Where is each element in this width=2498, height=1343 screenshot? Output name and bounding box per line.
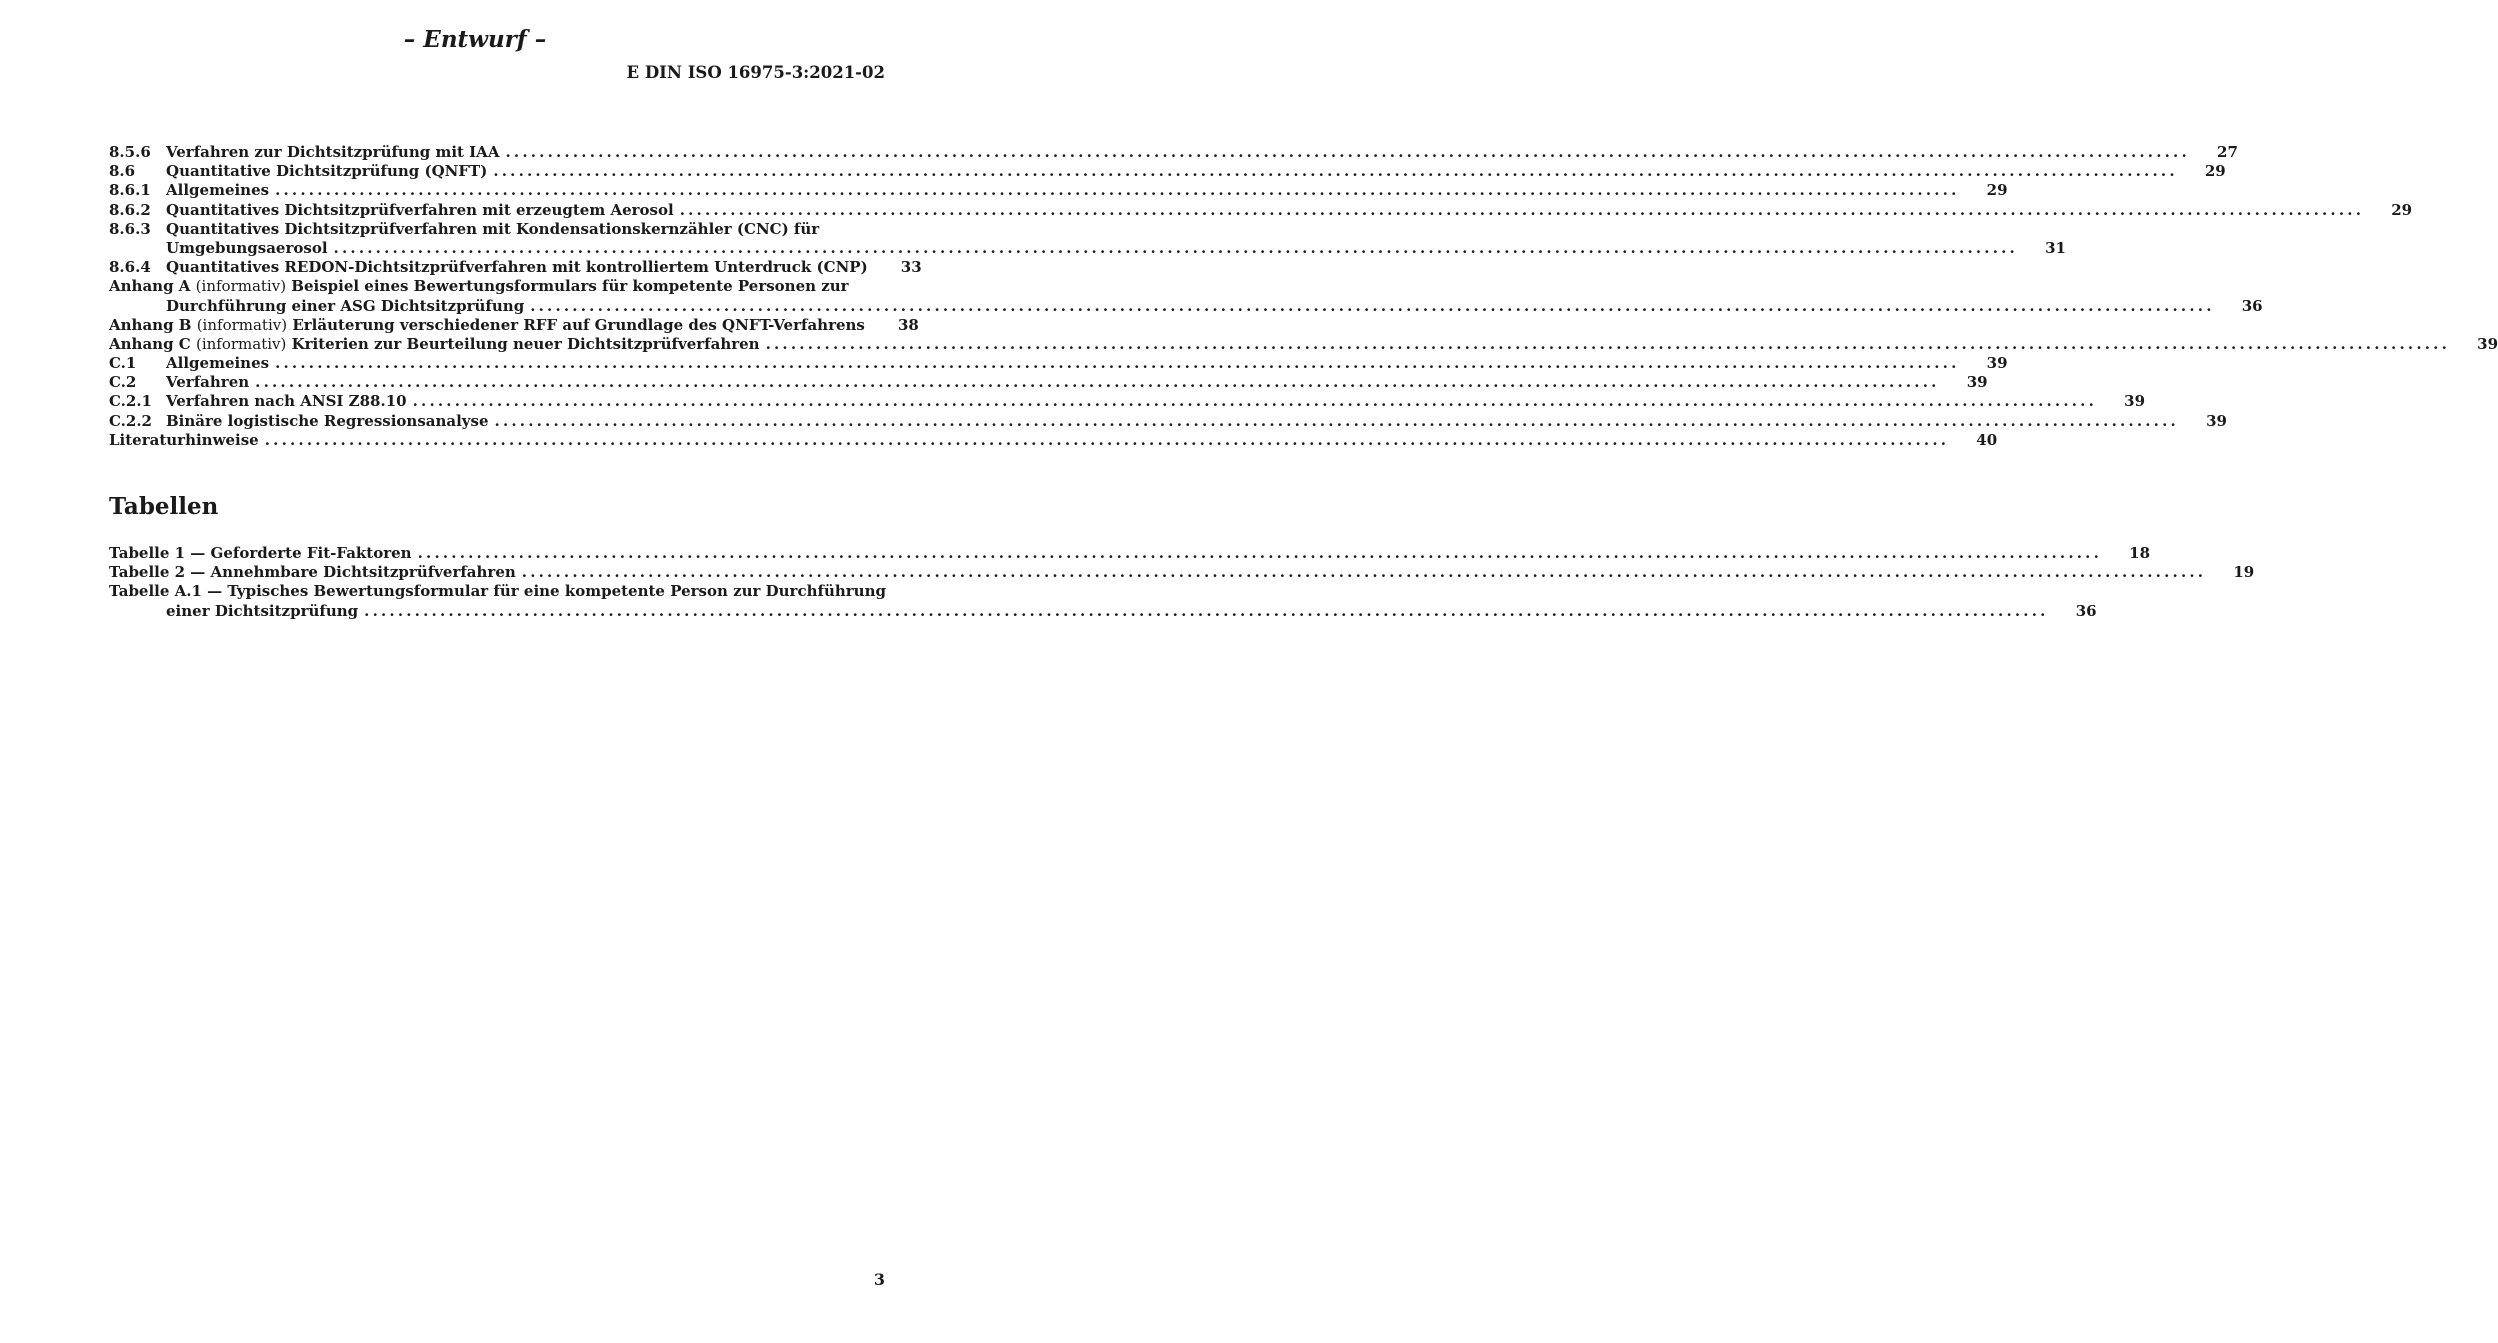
- toc-entry[interactable]: [109, 219, 2066, 258]
- toc-entry-annex-c[interactable]: [109, 334, 2498, 354]
- dot-leader: ........................................................................................................................................................................................................: [412, 392, 2098, 411]
- dot-leader: ........................................................................................................................................................................................................: [364, 601, 2049, 620]
- toc-entry-page: 39: [1966, 373, 1988, 392]
- annex-label: Anhang B: [109, 315, 192, 334]
- table-entry-page: 18: [2129, 544, 2151, 562]
- toc-entry-title: Verfahren: [166, 373, 250, 392]
- table-entry-page: 36: [2075, 601, 2097, 620]
- toc-entry-page: 40: [1976, 430, 1998, 449]
- document-id: E DIN ISO 16975-3:2021-02: [626, 63, 885, 82]
- toc-entry-annex-a[interactable]: [109, 277, 2263, 315]
- dot-leader: ........................................................................................................................................................................................................: [333, 238, 2018, 257]
- toc-entry-title-continued: Umgebungsaerosol: [166, 238, 328, 257]
- toc-entry[interactable]: [109, 373, 1988, 392]
- toc-entry-title: Verfahren zur Dichtsitzprüfung mit IAA: [166, 143, 500, 161]
- list-of-tables: [109, 544, 2255, 621]
- toc-entry-title-continued: Durchführung einer ASG Dichtsitzprüfung: [166, 296, 525, 315]
- toc-entry-number: 8.6: [109, 162, 136, 181]
- dot-leader: ........................................................................................................................................................................................................: [505, 143, 2190, 161]
- dot-leader: ........................................................................................................................................................................................................: [521, 563, 2207, 582]
- informative-tag: (informativ): [196, 315, 288, 334]
- toc-entry[interactable]: [109, 181, 2008, 200]
- toc-entry[interactable]: [109, 258, 922, 277]
- toc-entry-page: 33: [900, 258, 922, 277]
- draft-title: – Entwurf –: [403, 26, 547, 53]
- toc-entry-page: 38: [898, 315, 919, 334]
- dot-leader: ........................................................................................................................................................................................................: [530, 296, 2215, 315]
- toc-entry-page: 39: [2124, 392, 2146, 411]
- toc-entry-title: Kriterien zur Beurteilung neuer Dichtsitzprüfverfahren: [291, 334, 760, 353]
- toc-entry-title: Quantitatives REDON-Dichtsitzprüfverfahren mit kontrolliertem Unterdruck (CNP): [166, 258, 868, 277]
- toc-entry-number: 8.6.1: [109, 181, 151, 200]
- annex-label: Anhang A: [109, 277, 191, 296]
- toc-entry-number: 8.6.3: [109, 219, 151, 238]
- table-entry-page: 19: [2233, 563, 2255, 582]
- dot-leader: ........................................................................................................................................................................................................: [417, 544, 2103, 562]
- toc-entry-page: 39: [1986, 354, 2008, 373]
- toc-entry-number: 8.6.2: [109, 200, 151, 219]
- table-entry-title-continued: einer Dichtsitzprüfung: [166, 601, 359, 620]
- toc-entry-page: 29: [1986, 181, 2008, 200]
- dot-leader: ........................................................................................................................................................................................................: [275, 181, 1960, 200]
- toc-entry-number: C.2: [109, 373, 137, 392]
- toc-entry-page: 31: [2045, 238, 2066, 257]
- toc-entry-page: 36: [2241, 296, 2263, 315]
- dot-leader: ........................................................................................................................................................................................................: [264, 430, 1950, 449]
- dot-leader: ........................................................................................................................................................................................................: [493, 162, 2178, 181]
- toc-entry-title: Beispiel eines Bewertungsformulars für kompetente Personen zur: [291, 277, 849, 296]
- toc-entry-title: Allgemeines: [166, 181, 270, 200]
- annex-label: Anhang C: [109, 334, 191, 353]
- dot-leader: ........................................................................................................................................................................................................: [494, 411, 2179, 430]
- toc-entry-page: 27: [2217, 143, 2238, 161]
- toc-entry[interactable]: [109, 162, 2226, 181]
- toc-entry-page: 29: [2391, 200, 2413, 219]
- toc-entry[interactable]: [109, 354, 2008, 373]
- dot-leader: ........................................................................................................................................................................................................: [275, 354, 1960, 373]
- toc-entry-number: 8.6.4: [109, 258, 151, 277]
- toc-entry[interactable]: [109, 392, 2146, 411]
- toc-entry-title: Literaturhinweise: [109, 430, 259, 449]
- toc-entry-title: Allgemeines: [166, 354, 270, 373]
- toc-entry-title: Quantitative Dichtsitzprüfung (QNFT): [166, 162, 488, 181]
- toc-entry-number: 8.5.6: [109, 143, 151, 161]
- page-number: 3: [873, 1270, 885, 1289]
- toc-entry-bibliography[interactable]: [109, 430, 1998, 450]
- dot-leader: ........................................................................................................................................................................................................: [255, 373, 1940, 392]
- toc-entry-page: 39: [2206, 411, 2227, 430]
- table-entry-title: Tabelle 1 — Geforderte Fit-Faktoren: [109, 544, 412, 562]
- toc-entry-page: 29: [2204, 162, 2226, 181]
- toc-entry-title: Binäre logistische Regressionsanalyse: [166, 411, 489, 430]
- toc-entry-title: Quantitatives Dichtsitzprüfverfahren mit Kondensationskernzähler (CNC) für: [166, 219, 820, 238]
- table-entry[interactable]: [109, 544, 2151, 563]
- informative-tag: (informativ): [195, 277, 287, 296]
- toc-entry-title: Quantitatives Dichtsitzprüfverfahren mit erzeugtem Aerosol: [166, 200, 674, 219]
- toc-entry-title: Verfahren nach ANSI Z88.10: [166, 392, 407, 411]
- table-entry[interactable]: [109, 582, 2097, 620]
- table-entry-title: Tabelle 2 — Annehmbare Dichtsitzprüfverfahren: [109, 563, 516, 582]
- toc-entry-title: Erläuterung verschiedener RFF auf Grundlage des QNFT-Verfahrens: [292, 315, 865, 334]
- informative-tag: (informativ): [195, 334, 287, 353]
- toc-entry-page: 39: [2477, 334, 2498, 353]
- dot-leader: ........................................................................................................................................................................................................: [765, 334, 2451, 353]
- table-entry[interactable]: [109, 563, 2255, 582]
- table-of-contents: [109, 143, 2498, 450]
- toc-entry-number: C.1: [109, 354, 137, 373]
- tables-heading: Tabellen: [109, 493, 219, 520]
- toc-entry-number: C.2.1: [109, 392, 152, 411]
- toc-entry-annex-b[interactable]: [109, 315, 919, 335]
- toc-entry-number: C.2.2: [109, 411, 152, 430]
- table-entry-title: Tabelle A.1 — Typisches Bewertungsformular für eine kompetente Person zur Durchführung: [109, 582, 886, 601]
- dot-leader: ........................................................................................................................................................................................................: [679, 200, 2365, 219]
- toc-entry[interactable]: [109, 200, 2413, 220]
- toc-entry[interactable]: [109, 143, 2238, 162]
- toc-entry[interactable]: [109, 411, 2227, 431]
